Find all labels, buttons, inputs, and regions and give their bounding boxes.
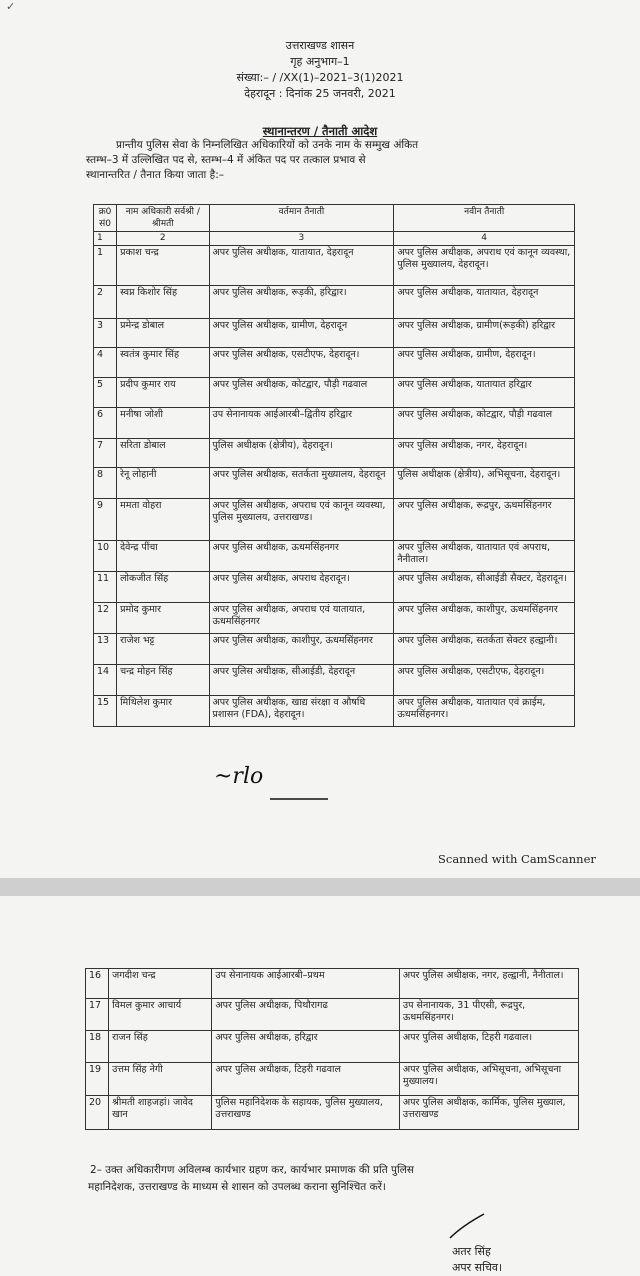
name-cell: उत्तम सिंह नेगी [109, 1063, 212, 1096]
transfer-table-continued [85, 968, 579, 1130]
signature-mark: ~rlo [214, 764, 264, 789]
table-row [94, 634, 575, 665]
serial-cell: 2 [94, 286, 117, 319]
new-posting-cell: अपर पुलिस अधीक्षक, कोटद्वार, पौड़ी गढवाल [394, 408, 575, 439]
current-posting-cell: उप सेनानायक आईआरबी–द्वितीय हरिद्वार [209, 408, 394, 439]
letter-header [200, 38, 440, 102]
table-row [94, 319, 575, 348]
current-posting-cell: अपर पुलिस अधीक्षक, रूड़की, हरिद्वार। [209, 286, 394, 319]
current-posting-cell: अपर पुलिस अधीक्षक, हरिद्वार [212, 1031, 400, 1063]
camscanner-watermark: Scanned with CamScanner [438, 852, 596, 866]
table-row [86, 1096, 579, 1130]
name-cell: प्रमोद कुमार [117, 603, 209, 634]
table-row [94, 246, 575, 286]
table-row [94, 665, 575, 696]
name-cell: प्रकाश चन्द्र [117, 246, 209, 286]
transfer-table [93, 204, 575, 727]
page-2 [0, 896, 640, 1276]
current-posting-cell: अपर पुलिस अधीक्षक, कोटद्वार, पौड़ी गढवाल [209, 378, 394, 408]
current-posting-cell: अपर पुलिस अधीक्षक, सतर्कता मुख्यालय, देहरादून [209, 468, 394, 499]
table-row [94, 541, 575, 572]
serial-cell: 11 [94, 572, 117, 603]
name-cell: राजेश भट्ट [117, 634, 209, 665]
serial-cell: 15 [94, 696, 117, 727]
name-cell: जगदीश चन्द्र [109, 969, 212, 999]
name-cell: स्वतंत्र कुमार सिंह [117, 348, 209, 378]
serial-cell: 16 [86, 969, 109, 999]
table-row [94, 439, 575, 468]
serial-cell: 14 [94, 665, 117, 696]
order-title: स्थानान्तरण / तैनाती आदेश [262, 124, 378, 138]
col-header-serial: क्र0 सं0 [94, 205, 117, 232]
instruction-line: महानिदेशक, उत्तराखण्ड के माध्यम से शासन को उपलब्ध कराना सुनिश्चित करें। [88, 1181, 386, 1193]
table-row [86, 1031, 579, 1063]
serial-cell: 12 [94, 603, 117, 634]
current-posting-cell: अपर पुलिस अधीक्षक, पिथौरागढ [212, 999, 400, 1031]
name-cell: लोकजीत सिंह [117, 572, 209, 603]
serial-cell: 19 [86, 1063, 109, 1096]
new-posting-cell: अपर पुलिस अधीक्षक, एसटीएफ, देहरादून। [394, 665, 575, 696]
new-posting-cell: पुलिस अधीक्षक (क्षेत्रीय), अभिसूचना, देहरादून। [394, 468, 575, 499]
current-posting-cell: अपर पुलिस अधीक्षक, ऊधमसिंहनगर [209, 541, 394, 572]
intro-line: स्तम्भ–3 में उल्लिखित पद से, स्तम्भ–4 में अंकित पद पर तत्काल प्रभाव से [86, 154, 366, 166]
name-cell: ममता वोहरा [117, 499, 209, 541]
table-row [94, 603, 575, 634]
table-row [94, 696, 575, 727]
name-cell: चन्द्र मोहन सिंह [117, 665, 209, 696]
col-number: 2 [117, 232, 209, 246]
serial-cell: 7 [94, 439, 117, 468]
serial-cell: 17 [86, 999, 109, 1031]
current-posting-cell: पुलिस महानिदेशक के सहायक, पुलिस मुख्यालय, उत्तराखण्ड [212, 1096, 400, 1130]
new-posting-cell: अपर पुलिस अधीक्षक, ग्रामीण, देहरादून। [394, 348, 575, 378]
table-row [86, 969, 579, 999]
instruction-line: 2– उक्त अधिकारीगण अविलम्ब कार्यभार ग्रहण कर, कार्यभार प्रमाणक की प्रति पुलिस [90, 1164, 414, 1176]
col-header-name: नाम अधिकारी सर्वश्री / श्रीमती [117, 205, 209, 232]
new-posting-cell: उप सेनानायक, 31 पीएसी, रूद्रपुर, ऊधमसिंहनगर। [399, 999, 578, 1031]
current-posting-cell: अपर पुलिस अधीक्षक, टिहरी गढवाल [212, 1063, 400, 1096]
new-posting-cell: अपर पुलिस अधीक्षक, अभिसूचना, अभिसूचना मुख्यालय। [399, 1063, 578, 1096]
name-cell: प्रमेन्द्र डोबाल [117, 319, 209, 348]
col-number: 3 [209, 232, 394, 246]
serial-cell: 20 [86, 1096, 109, 1130]
signatory-name: अतर सिंह [452, 1245, 491, 1258]
serial-cell: 8 [94, 468, 117, 499]
table-row [86, 1063, 579, 1096]
name-cell: स्वप्न किशोर सिंह [117, 286, 209, 319]
new-posting-cell: अपर पुलिस अधीक्षक, कार्मिक, पुलिस मुख्याल, उत्तराखण्ड [399, 1096, 578, 1130]
new-posting-cell: अपर पुलिस अधीक्षक, टिहरी गढवाल। [399, 1031, 578, 1063]
new-posting-cell: अपर पुलिस अधीक्षक, यातायात एवं अपराध, नैनीताल। [394, 541, 575, 572]
instruction-paragraph [88, 1162, 582, 1196]
new-posting-cell: अपर पुलिस अधीक्षक, अपराध एवं कानून व्यवस्था, पुलिस मुख्यालय, देहरादून। [394, 246, 575, 286]
current-posting-cell: अपर पुलिस अधीक्षक, ग्रामीण, देहरादून [209, 319, 394, 348]
order-date: देहरादून : दिनांक 25 जनवरी, 2021 [244, 87, 396, 100]
name-cell: राजन सिंह [109, 1031, 212, 1063]
table-row [94, 378, 575, 408]
serial-cell: 1 [94, 246, 117, 286]
current-posting-cell: अपर पुलिस अधीक्षक, अपराध एवं यातायात, ऊधमसिंहनगर [209, 603, 394, 634]
serial-cell: 18 [86, 1031, 109, 1063]
table-row [94, 572, 575, 603]
current-posting-cell: अपर पुलिस अधीक्षक, अपराध देहरादून। [209, 572, 394, 603]
gov-title: उत्तराखण्ड शासन [285, 39, 355, 52]
order-number: संख्या:– / /XX(1)–2021–3(1)2021 [236, 71, 404, 84]
intro-line: प्रान्तीय पुलिस सेवा के निम्नलिखित अधिकारियों को उनके नाम के सम्मुख अंकित [116, 139, 419, 151]
intro-paragraph [86, 138, 580, 183]
current-posting-cell: अपर पुलिस अधीक्षक, सीआईडी, देहरादून [209, 665, 394, 696]
new-posting-cell: अपर पुलिस अधीक्षक, यातायात एवं क्राईम, ऊधमसिंहनगर। [394, 696, 575, 727]
serial-cell: 3 [94, 319, 117, 348]
serial-cell: 6 [94, 408, 117, 439]
name-cell: देवेन्द्र पींचा [117, 541, 209, 572]
signatory-signature [448, 1212, 488, 1242]
current-posting-cell: उप सेनानायक आईआरबी–प्रथम [212, 969, 400, 999]
table-row [86, 999, 579, 1031]
signatory-title: अपर सचिव। [452, 1261, 503, 1274]
serial-cell: 10 [94, 541, 117, 572]
table-header-row [94, 205, 575, 232]
new-posting-cell: अपर पुलिस अधीक्षक, सीआईडी सैक्टर, देहरादून। [394, 572, 575, 603]
new-posting-cell: अपर पुलिस अधीक्षक, नगर, देहरादून। [394, 439, 575, 468]
name-cell: प्रदीप कुमार राय [117, 378, 209, 408]
new-posting-cell: अपर पुलिस अधीक्षक, यातायात हरिद्वार [394, 378, 575, 408]
current-posting-cell: अपर पुलिस अधीक्षक, अपराध एवं कानून व्यवस्था, पुलिस मुख्यालय, उत्तराखण्ड। [209, 499, 394, 541]
new-posting-cell: अपर पुलिस अधीक्षक, रूद्रपुर, ऊधमसिंहनगर [394, 499, 575, 541]
current-posting-cell: अपर पुलिस अधीक्षक, काशीपुर, ऊधमसिंहनगर [209, 634, 394, 665]
serial-cell: 5 [94, 378, 117, 408]
new-posting-cell: अपर पुलिस अधीक्षक, ग्रामीण(रूड़की) हरिद्वार [394, 319, 575, 348]
signatory-block [452, 1244, 502, 1276]
table-row [94, 499, 575, 541]
current-posting-cell: अपर पुलिस अधीक्षक, एसटीएफ, देहरादून। [209, 348, 394, 378]
serial-cell: 13 [94, 634, 117, 665]
name-cell: श्रीमती शाहजहां। जावेद खान [109, 1096, 212, 1130]
intro-line: स्थानान्तरित / तैनात किया जाता है:– [86, 169, 224, 181]
new-posting-cell: अपर पुलिस अधीक्षक, सतर्कता सेक्टर हल्द्वानी। [394, 634, 575, 665]
current-posting-cell: अपर पुलिस अधीक्षक, यातायात, देहरादून [209, 246, 394, 286]
column-number-row [94, 232, 575, 246]
name-cell: रेनू लोहानी [117, 468, 209, 499]
col-header-current: वर्तमान तैनाती [209, 205, 394, 232]
new-posting-cell: अपर पुलिस अधीक्षक, काशीपुर, ऊधमसिंहनगर [394, 603, 575, 634]
table-row [94, 408, 575, 439]
current-posting-cell: अपर पुलिस अधीक्षक, खाद्य संरक्षा व औषधि प्रशासन (FDA), देहरादून। [209, 696, 394, 727]
name-cell: मिथिलेश कुमार [117, 696, 209, 727]
name-cell: मनीषा जोशी [117, 408, 209, 439]
department: गृह अनुभाग–1 [290, 55, 350, 68]
table-row [94, 286, 575, 319]
table-row [94, 348, 575, 378]
new-posting-cell: अपर पुलिस अधीक्षक, यातायात, देहरादून [394, 286, 575, 319]
page-gap [0, 878, 640, 896]
corner-mark: ✓ [6, 0, 16, 13]
col-number: 1 [94, 232, 117, 246]
table-row [94, 468, 575, 499]
serial-cell: 9 [94, 499, 117, 541]
serial-cell: 4 [94, 348, 117, 378]
name-cell: विमल कुमार आचार्य [109, 999, 212, 1031]
new-posting-cell: अपर पुलिस अधीक्षक, नगर, हल्द्वानी, नैनीताल। [399, 969, 578, 999]
col-header-new: नवीन तैनाती [394, 205, 575, 232]
current-posting-cell: पुलिस अधीक्षक (क्षेत्रीय), देहरादून। [209, 439, 394, 468]
signature-underline [270, 796, 330, 802]
name-cell: सरिता डोबाल [117, 439, 209, 468]
col-number: 4 [394, 232, 575, 246]
